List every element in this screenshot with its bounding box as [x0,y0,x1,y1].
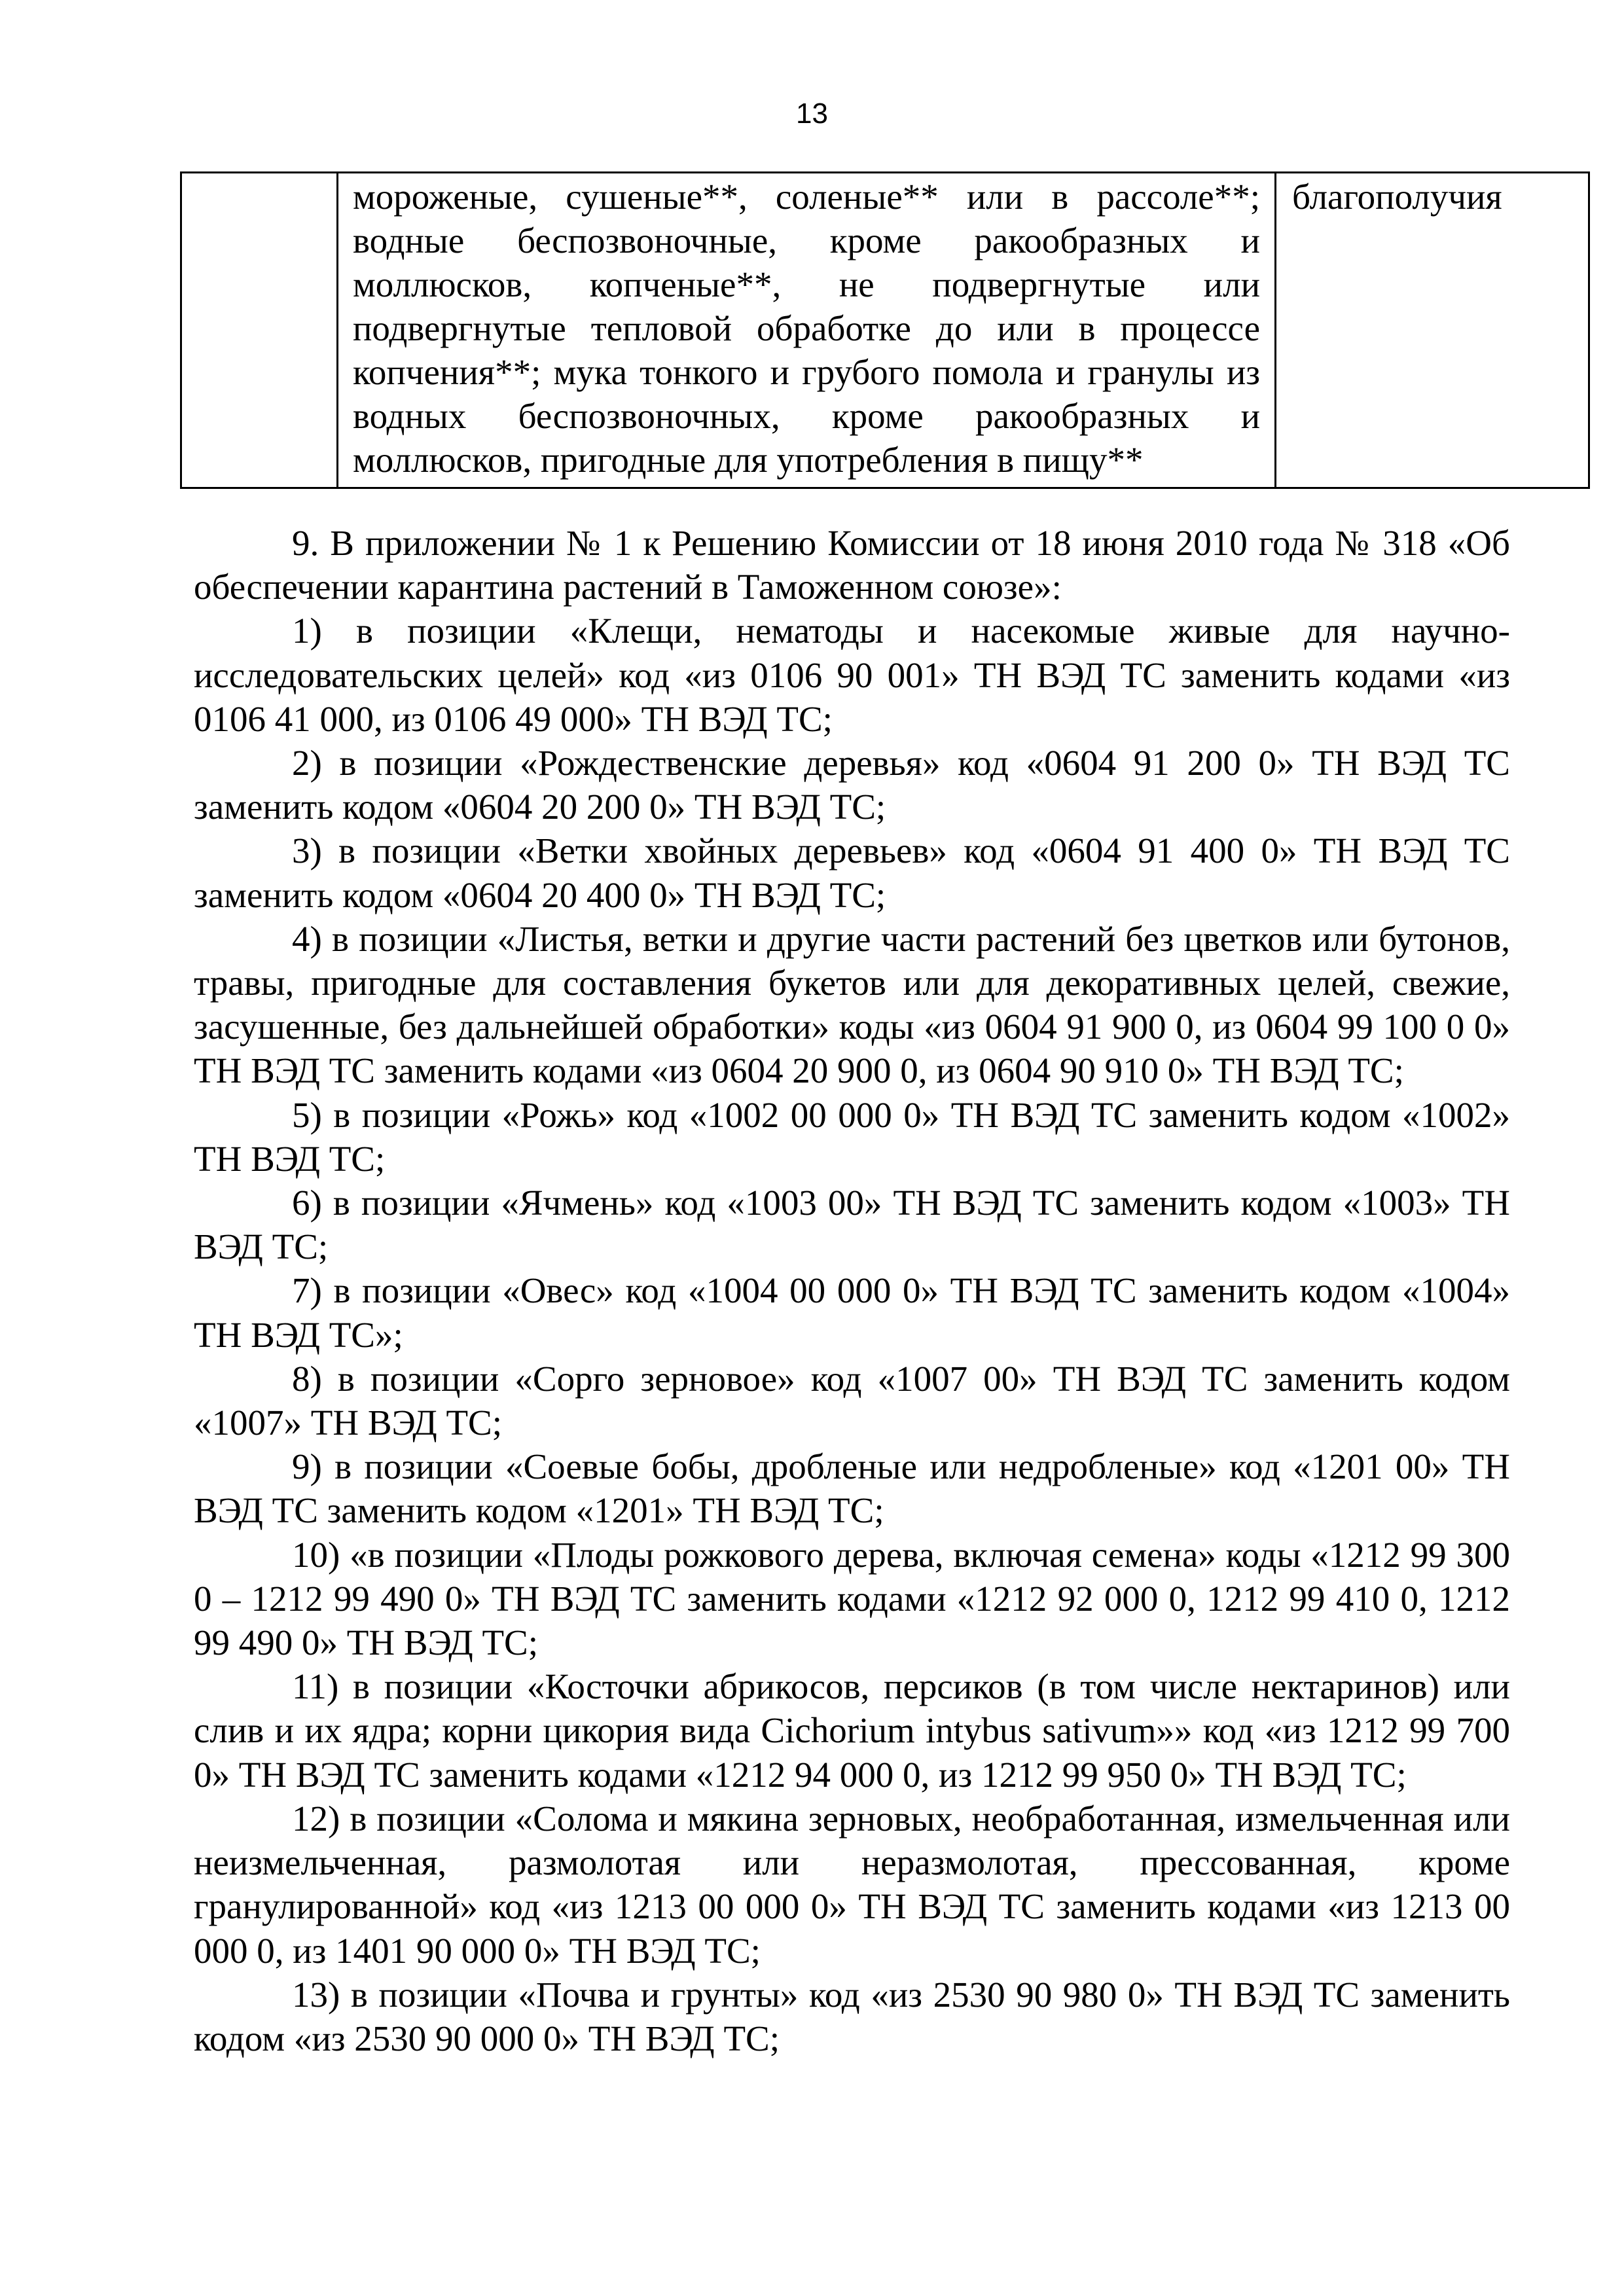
table-cell-status: благополучия [1276,173,1589,488]
paragraph-subitem-8: 8) в позиции «Сорго зерновое» код «1007 00» ТН ВЭД ТС заменить кодом «1007» ТН ВЭД ТС; [194,1358,1510,1443]
table-cell-empty [181,173,338,488]
table-cell-product-description: мороженые, сушеные**, соленые** или в рассоле**; водные беспозвоночные, кроме ракообразных и моллюсков, копченые**, не подвергнутые или подвергнутые тепловой обработке до или в процессе копчения**; мука тонкого и грубого помола и гранулы из водных беспозвоночных, кроме ракообразных и моллюсков, пригодные для употребления в пищу** [338,173,1276,488]
continued-table [180,171,1590,489]
paragraph-subitem-13: 13) в позиции «Почва и грунты» код «из 2530 90 980 0» ТН ВЭД ТС заменить кодом «из 2530 90 000 0» ТН ВЭД ТС; [194,1974,1510,2058]
paragraph-item-9: 9. В приложении № 1 к Решению Комиссии от 18 июня 2010 года № 318 «Об обеспечении карантина растений в Таможенном союзе»: [194,523,1510,607]
paragraph-subitem-7: 7) в позиции «Овес» код «1004 00 000 0» ТН ВЭД ТС заменить кодом «1004» ТН ВЭД ТС»; [194,1270,1510,1355]
paragraph-subitem-12: 12) в позиции «Солома и мякина зерновых, необработанная, измельченная или неизмельченная, размолотая или неразмолотая, прессованная, кроме гранулированной» код «из 1213 00 000 0» ТН ВЭД ТС заменить кодами «из 1213 00 000 0, из 1401 90 000 0» ТН ВЭД ТС; [194,1798,1510,1971]
paragraph-subitem-9: 9) в позиции «Соевые бобы, дробленые или недробленые» код «1201 00» ТН ВЭД ТС заменить кодом «1201» ТН ВЭД ТС; [194,1446,1510,1531]
paragraph-subitem-5: 5) в позиции «Рожь» код «1002 00 000 0» ТН ВЭД ТС заменить кодом «1002» ТН ВЭД ТС; [194,1094,1510,1179]
paragraph-subitem-10: 10) «в позиции «Плоды рожкового дерева, включая семена» коды «1212 99 300 0 – 1212 99 490 0» ТН ВЭД ТС заменить кодами «1212 92 000 0, 1212 99 410 0, 1212 99 490 0» ТН ВЭД ТС; [194,1534,1510,1663]
paragraph-subitem-2: 2) в позиции «Рождественские деревья» код «0604 91 200 0» ТН ВЭД ТС заменить кодом «0604 20 200 0» ТН ВЭД ТС; [194,743,1510,827]
table-row [181,173,1589,488]
paragraph-subitem-4: 4) в позиции «Листья, ветки и другие части растений без цветков или бутонов, травы, пригодные для составления букетов или для декоративных целей, свежие, засушенные, без дальнейшей обработки» коды «из 0604 91 900 0, из 0604 99 100 0 0» ТН ВЭД ТС заменить кодами «из 0604 20 900 0, из 0604 90 910 0» ТН ВЭД ТС; [194,918,1510,1091]
paragraph-subitem-1: 1) в позиции «Клещи, нематоды и насекомые живые для научно-исследовательских целей» код «из 0106 90 001» ТН ВЭД ТС заменить кодами «из 0106 41 000, из 0106 49 000» ТН ВЭД ТС; [194,611,1510,739]
paragraph-subitem-11: 11) в позиции «Косточки абрикосов, персиков (в том числе нектаринов) или слив и их ядра; корни цикория вида Cichorium intybus sativum»» код «из 1212 99 700 0» ТН ВЭД ТС заменить кодами «1212 94 000 0, из 1212 99 950 0» ТН ВЭД ТС; [194,1666,1510,1795]
paragraph-subitem-3: 3) в позиции «Ветки хвойных деревьев» код «0604 91 400 0» ТН ВЭД ТС заменить кодом «0604 20 400 0» ТН ВЭД ТС; [194,831,1510,915]
paragraph-subitem-6: 6) в позиции «Ячмень» код «1003 00» ТН ВЭД ТС заменить кодом «1003» ТН ВЭД ТС; [194,1183,1510,1267]
document-body [194,521,1510,2060]
page-number: 13 [796,98,828,130]
